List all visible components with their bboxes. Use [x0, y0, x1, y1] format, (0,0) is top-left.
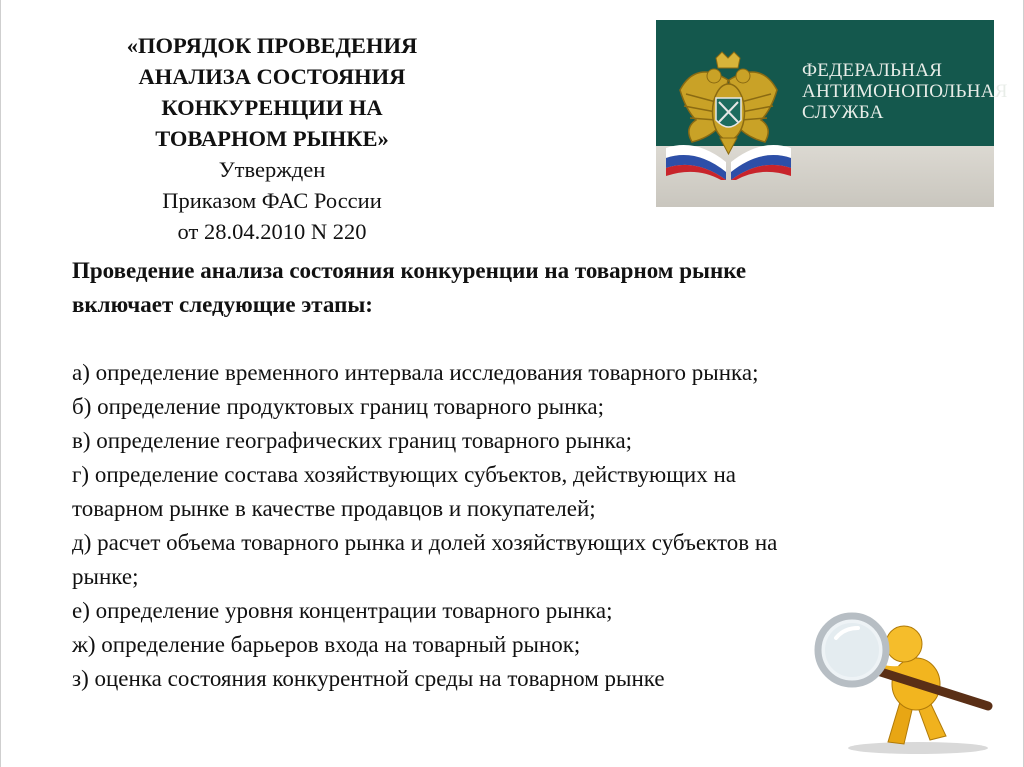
- list-item-line: б) определение продуктовых границ товарного рынка;: [72, 394, 604, 419]
- title-line-4: ТОВАРНОМ РЫНКЕ»: [155, 126, 389, 151]
- list-item: [72, 458, 972, 526]
- list-item-line: в) определение географических границ товарного рынка;: [72, 428, 633, 453]
- list-item-line: д) расчет объема товарного рынка и долей хозяйствующих субъектов на: [72, 530, 778, 555]
- title-line-2: АНАЛИЗА СОСТОЯНИЯ: [138, 64, 406, 89]
- title-line-1: «ПОРЯДОК ПРОВЕДЕНИЯ: [126, 33, 418, 58]
- list-item: [72, 390, 972, 424]
- list-item-line: г) определение состава хозяйствующих субъектов, действующих на: [72, 462, 736, 487]
- lead-line-2: включает следующие этапы:: [72, 292, 373, 317]
- list-item: [72, 526, 972, 594]
- list-item-line: товарном рынке в качестве продавцов и покупателей;: [72, 496, 596, 521]
- magnifying-glass-figure-icon: [808, 610, 996, 755]
- order-date: от 28.04.2010 N 220: [177, 219, 367, 244]
- list-item-line: а) определение временного интервала исследования товарного рынка;: [72, 360, 759, 385]
- list-item: [72, 356, 972, 390]
- banner-line-1: ФЕДЕРАЛЬНАЯ: [802, 60, 943, 81]
- double-headed-eagle-icon: [666, 50, 791, 180]
- list-item-line: рынке;: [72, 564, 139, 589]
- list-item-line: е) определение уровня концентрации товарного рынка;: [72, 598, 613, 623]
- banner-line-3: СЛУЖБА: [802, 102, 884, 123]
- list-item: [72, 424, 972, 458]
- lead-line-1: Проведение анализа состояния конкуренции на товарном рынке: [72, 258, 747, 283]
- title-block: [72, 30, 472, 247]
- banner-agency-name: [802, 60, 1008, 123]
- title-line-3: КОНКУРЕНЦИИ НА: [161, 95, 383, 120]
- fas-banner: [656, 20, 1008, 207]
- approved-label: Утвержден: [218, 157, 326, 182]
- list-item-line: ж) определение барьеров входа на товарный рынок;: [72, 632, 581, 657]
- lead-paragraph: [72, 254, 972, 322]
- order-label: Приказом ФАС России: [162, 188, 382, 213]
- banner-line-2: АНТИМОНОПОЛЬНАЯ: [802, 81, 1008, 102]
- list-item-line: з) оценка состояния конкурентной среды на товарном рынке: [72, 666, 665, 691]
